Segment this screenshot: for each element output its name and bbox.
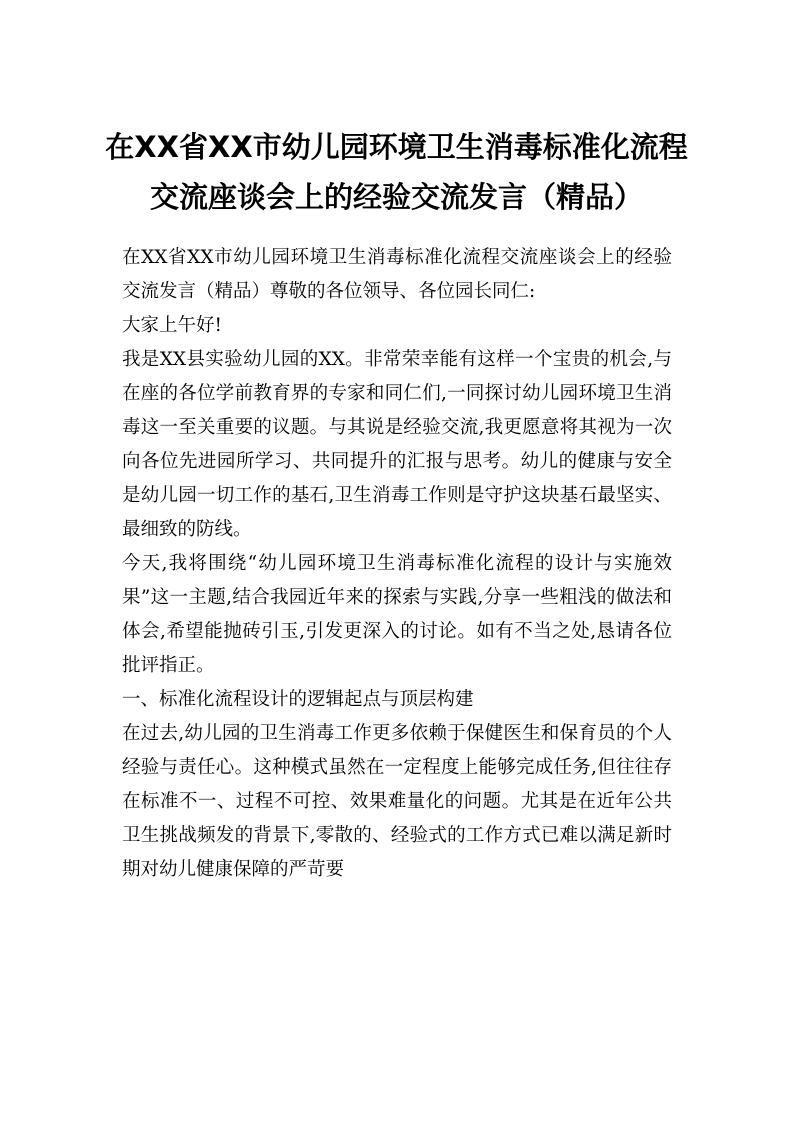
paragraph-self-introduction: 我是XX县实验幼儿园的XX。非常荣幸能有这样一个宝贵的机会,与在座的各位学前教育界的专家和同仁们,一同探讨幼儿园环境卫生消毒这一至关重要的议题。与其说是经验交流,我更愿意将其视为一次向各位先进园所学习、共同提升的汇报与思考。幼儿的健康与安全是幼儿园一切工作的基石,卫生消毒工作则是守护这块基石最坚实、最细致的防线。 — [122, 349, 672, 540]
paragraph-topic: 今天,我将围绕“幼儿园环境卫生消毒标准化流程的设计与实施效果”这一主题,结合我园近年来的探索与实践,分享一些粗浅的做法和体会,希望能抛砖引玉,引发更深入的讨论。如有不当之处,恳请各位批评指正。 — [122, 553, 672, 676]
paragraph-greeting: 大家上午好! — [122, 315, 222, 336]
document-title: 在XX省XX市幼儿园环境卫生消毒标准化流程交流座谈会上的经验交流发言（精品） — [105, 130, 688, 214]
section-heading: 一、标准化流程设计的逻辑起点与顶层构建 — [122, 689, 474, 710]
paragraph-intro: 在XX省XX市幼儿园环境卫生消毒标准化流程交流座谈会上的经验交流发言（精品）尊敬的各位领导、各位园长同仁: — [122, 247, 672, 302]
document-body — [122, 241, 672, 887]
paragraph-section-body: 在过去,幼儿园的卫生消毒工作更多依赖于保健医生和保育员的个人经验与责任心。这种模式虽然在一定程度上能够完成任务,但往往存在标准不一、过程不可控、效果难量化的问题。尤其是在近年公共卫生挑战频发的背景下,零散的、经验式的工作方式已难以满足新时期对幼儿健康保障的严苛要 — [122, 723, 672, 880]
